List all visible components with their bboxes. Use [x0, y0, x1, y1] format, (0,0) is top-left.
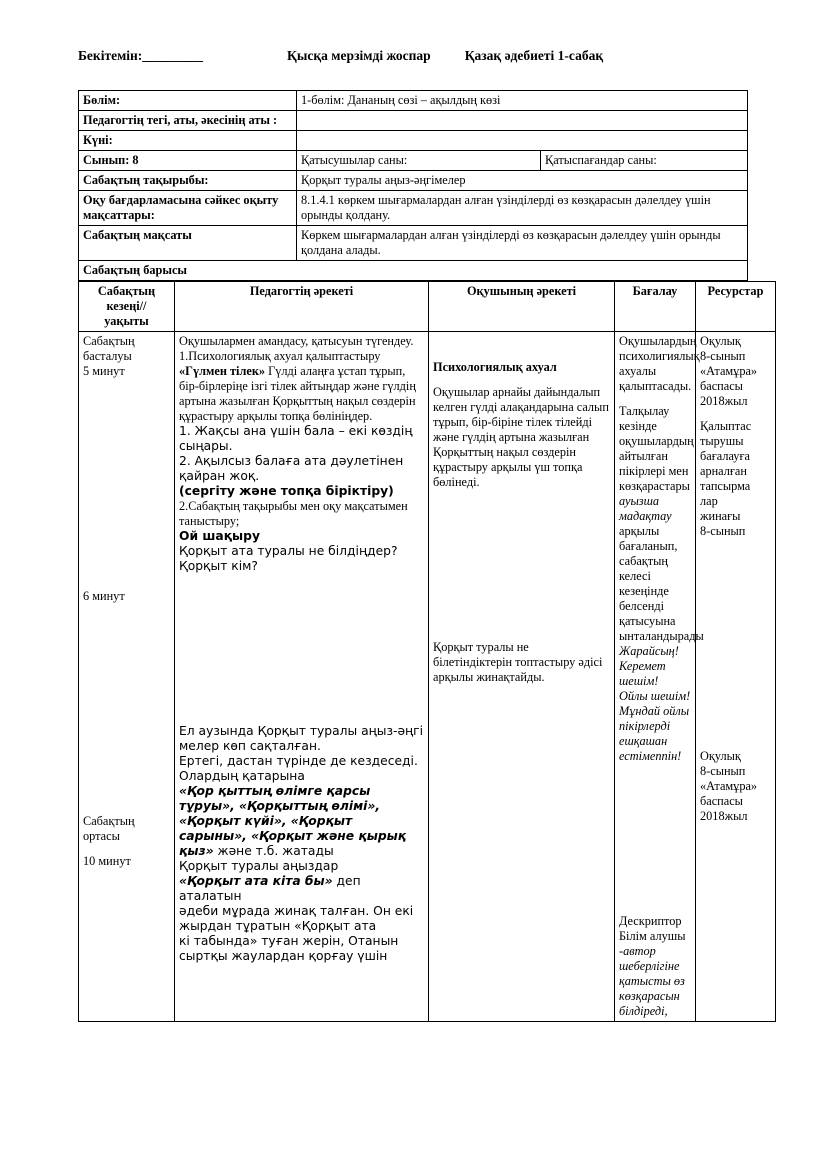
info-value-present: Қатысушылар саны:	[297, 151, 541, 171]
assessment-text-2: Талқылау кезінде оқушылардың айтылған пікірлері мен көзқарастары	[619, 404, 694, 493]
resource-3-line-5: 2018жыл	[700, 809, 748, 823]
flower-activity-title: «Гүлмен тілек»	[179, 364, 266, 378]
table-header-row	[79, 282, 776, 332]
assessment-oral-praise: ауызша мадақтау	[619, 494, 672, 523]
praise-phrase-3: Ойлы шешім!	[619, 689, 691, 703]
info-label-objectives: Оқу бағдарламасына сәйкес оқыту мақсаттары:	[79, 191, 297, 226]
document-header	[78, 48, 749, 64]
column-header-teacher-action: Педагогтің әрекеті	[175, 282, 429, 332]
story-paragraph-6: әдеби мұрада жинақ талған. Он екі жырдан тұратын «Қорқыт ата	[179, 904, 414, 933]
resource-1-line-1: Оқулық	[700, 334, 741, 348]
stage-start-label: Сабақтың басталуы	[83, 334, 135, 363]
resource-2-line-2: тырушы	[700, 434, 744, 448]
table-row	[79, 226, 748, 261]
resource-2-line-7: жинағы	[700, 509, 741, 523]
table-row	[79, 131, 748, 151]
info-value-section: 1-бөлім: Дананың сөзі – ақылдың көзі	[297, 91, 748, 111]
cell-assessment	[615, 332, 704, 1022]
flower-activity-text: Гүлді алаңға ұстап тұрып, бір-бірлеріңе ізгі тілек айтыңдар және гүлдің артына жазылған Қорқыттың нақыл сөздерін құрастыру арқылы топқа бөлініңдер.	[179, 364, 416, 423]
story-paragraph-1: Ел аузында Қорқыт туралы аңыз-әңгі мелер көп сақталған.	[179, 724, 424, 753]
info-value-goal: Көркем шығармалардан алған үзінділерді өз көзқарасын дәлелдеу үшін орынды қолдана алады.	[297, 226, 748, 261]
info-label-topic: Сабақтың тақырыбы:	[79, 171, 297, 191]
assessment-text-3: арқылы бағаланып, сабақтың келесі кезеңінде белсенді қатысуына ынталандырады	[619, 524, 704, 643]
resource-3-line-1: Оқулық	[700, 749, 741, 763]
approve-label: Бекітемін:_________	[78, 48, 204, 63]
student-psych-text: Оқушылар арнайы дайындалып келген гүлді алақандарына салып тұрып, бір-біріне тілек тілейді және гүлдің артына жазылған Қорқыттың нақыл сөздерін құрастыру арқылы үш топқа бөлінеді.	[433, 385, 609, 489]
resource-2-line-4: арналған	[700, 464, 747, 478]
assessment-paragraph-2	[619, 404, 704, 644]
story-paragraph-4: Қорқыт туралы аңыздар	[179, 859, 339, 873]
column-header-stage: Сабақтың кезеңі// уақыты	[79, 282, 175, 332]
cell-teacher-action	[175, 332, 429, 1022]
info-label-class: Сынып: 8	[79, 151, 297, 171]
info-value-date	[297, 131, 748, 151]
info-label-date: Күні:	[79, 131, 297, 151]
teacher-group-quote-1: 1. Жақсы ана үшін бала – екі көздің сыңары.	[179, 424, 413, 453]
resource-1-line-4: баспасы	[700, 379, 743, 393]
brainstorm-title: Ой шақыру	[179, 529, 260, 543]
descriptor-title: Дескриптор	[619, 914, 682, 928]
progress-section-title: Сабақтың барысы	[79, 261, 748, 281]
resource-2-line-3: бағалауға	[700, 449, 750, 463]
info-label-goal: Сабақтың мақсаты	[79, 226, 297, 261]
story-paragraph-3: және т.б. жатады	[213, 844, 334, 858]
brainstorm-question: Қорқыт ата туралы не білдіңдер? Қорқыт кім?	[179, 544, 398, 573]
lesson-progress-table	[78, 281, 776, 1022]
table-row	[79, 111, 748, 131]
resource-2-line-8: 8-сынып	[700, 524, 746, 538]
story-paragraph-5: деп аталатын	[179, 874, 361, 903]
table-row	[79, 332, 776, 1022]
descriptor-text-2: шеберлігіне қатысты өз көзқарасын білдіреді,	[619, 959, 685, 1018]
teacher-item-1: 1.Психологиялық ахуал қалыптастыру	[179, 349, 381, 363]
praise-phrase-1: Жарайсың!	[619, 644, 679, 658]
resource-3-line-2: 8-сынып	[700, 764, 746, 778]
story-paragraph-2: Ертегі, дастан түрінде де кездеседі. Олардың қатарына	[179, 754, 418, 783]
teacher-group-quote-2: 2. Ақылсыз балаға ата дәулетінен қайран жоқ.	[179, 454, 404, 483]
info-value-objectives: 8.1.4.1 көркем шығармалардан алған үзінділерді өз көзқарасын дәлелдеу үшін орынды қолдану.	[297, 191, 748, 226]
resource-3-line-4: баспасы	[700, 794, 743, 808]
work-titles-text: «Қор қыттың өлімге қарсы тұруы», «Қорқыттың өлімі», «Қорқыт күйі», «Қорқыт сарыны», «Қорқыт және қырық қыз»	[179, 784, 407, 858]
cell-student-action	[429, 332, 615, 1022]
resource-2-line-6: лар	[700, 494, 718, 508]
teacher-flower-activity	[179, 364, 424, 424]
resource-3-line-3: «Атамұра»	[700, 779, 758, 793]
story-book-title-line	[179, 874, 424, 904]
info-value-teacher	[297, 111, 748, 131]
column-header-assessment: Бағалау	[615, 282, 696, 332]
column-header-student-action: Оқушының әрекеті	[429, 282, 615, 332]
lesson-info-table	[78, 90, 748, 281]
descriptor-text-1: -автор	[619, 944, 656, 958]
stage-middle-time: 10 минут	[83, 854, 131, 868]
table-row	[79, 151, 748, 171]
resource-2-line-1: Қалыптас	[700, 419, 752, 433]
teacher-item-2: 2.Сабақтың тақырыбы мен оқу мақсатымен таныстыру;	[179, 499, 408, 528]
resource-2-line-5: тапсырма	[700, 479, 751, 493]
subject-title: Қазақ әдебиеті 1-сабақ	[464, 48, 604, 63]
info-label-teacher: Педагогтің тегі, аты, әкесінің аты :	[79, 111, 297, 131]
resource-1-line-5: 2018жыл	[700, 394, 748, 408]
table-row	[79, 91, 748, 111]
resource-1-line-3: «Атамұра»	[700, 364, 758, 378]
stage-second-time: 6 минут	[83, 589, 125, 603]
resource-1-line-2: 8-сынып	[700, 349, 746, 363]
teacher-greeting: Оқушылармен амандасу, қатысуын түгендеу.	[179, 334, 414, 348]
praise-phrase-4: Мұндай ойлы пікірлерді ешқашан естімеппін!	[619, 704, 690, 763]
descriptor-line: Білім алушы	[619, 929, 686, 943]
column-header-resources: Ресурстар	[696, 282, 776, 332]
table-row	[79, 171, 748, 191]
stage-middle-label: Сабақтың ортасы	[83, 814, 135, 843]
table-row	[79, 261, 748, 281]
document-type-title: Қысқа мерзімді жоспар	[287, 48, 431, 63]
teacher-group-note: (сергіту және топқа біріктіру)	[179, 484, 394, 498]
story-paragraph-7: кі табында» туған жерін, Отанын сыртқы жаулардан қорғау үшін	[179, 934, 399, 963]
info-label-section: Бөлім:	[79, 91, 297, 111]
student-second-text: Қорқыт туралы не білетіндіктерін топтастыру әдісі арқылы жинақтайды.	[433, 640, 603, 684]
cell-resources	[696, 332, 776, 1022]
assessment-paragraph-1: Оқушылардың психолигиялық ахуалы қалыптасады.	[619, 334, 700, 393]
info-value-absent: Қатыспағандар саны:	[541, 151, 748, 171]
info-value-topic: Қорқыт туралы аңыз-әңгімелер	[297, 171, 748, 191]
praise-phrase-2: Керемет шешім!	[619, 659, 666, 688]
cell-stage-timings	[79, 332, 175, 1022]
story-work-titles	[179, 784, 424, 859]
stage-start-time: 5 минут	[83, 364, 125, 378]
student-psych-title: Психологиялық ахуал	[433, 360, 557, 374]
table-row	[79, 191, 748, 226]
book-title-text: «Қорқыт ата кіта бы»	[179, 874, 333, 888]
